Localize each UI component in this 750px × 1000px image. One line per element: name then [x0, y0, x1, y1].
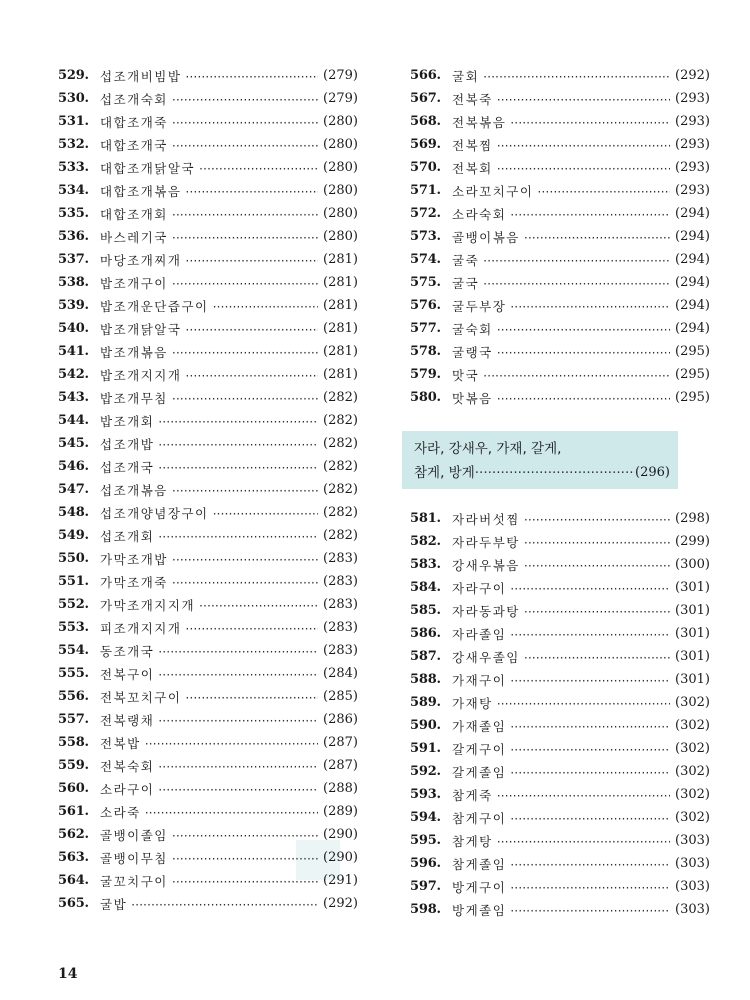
entry-number: 582. — [410, 534, 441, 549]
entry-title: 밥조개무침 ····· — [100, 389, 318, 407]
toc-entry — [58, 340, 358, 363]
entry-number: 579. — [410, 367, 441, 382]
entry-number: 575. — [410, 275, 441, 290]
entry-page-ref: (302) — [675, 718, 710, 733]
toc-entry — [58, 225, 358, 248]
entry-number: 581. — [410, 511, 441, 526]
entry-number: 538. — [58, 275, 89, 290]
toc-entry — [410, 852, 710, 875]
entry-page-ref: (289) — [323, 804, 358, 819]
page-number: 14 — [58, 966, 78, 982]
entry-page-ref: (288) — [323, 781, 358, 796]
entry-page-ref: (295) — [675, 390, 710, 405]
entry-number: 552. — [58, 597, 89, 612]
entry-page-ref: (280) — [323, 137, 358, 152]
section-title-line2-row — [414, 461, 670, 485]
entry-title: 섭조개국 ····· — [100, 458, 318, 476]
entry-number: 536. — [58, 229, 89, 244]
entry-page-ref: (279) — [323, 68, 358, 83]
toc-entry — [58, 248, 358, 271]
section-heading — [402, 431, 678, 489]
entry-title: 섭조개볶음 ····· — [100, 481, 318, 499]
toc-entry — [58, 777, 358, 800]
entry-number: 534. — [58, 183, 89, 198]
entry-number: 576. — [410, 298, 441, 313]
entry-number: 578. — [410, 344, 441, 359]
section-page-ref: (296) — [635, 465, 670, 480]
entry-page-ref: (283) — [323, 620, 358, 635]
entry-page-ref: (293) — [675, 183, 710, 198]
entry-title: 소라구이 ····· — [100, 780, 318, 798]
toc-entry — [410, 340, 710, 363]
entry-page-ref: (303) — [675, 856, 710, 871]
toc-entry — [58, 593, 358, 616]
entry-page-ref: (291) — [323, 873, 358, 888]
entry-page-ref: (302) — [675, 695, 710, 710]
entry-page-ref: (279) — [323, 91, 358, 106]
entry-page-ref: (290) — [323, 827, 358, 842]
toc-entry — [58, 64, 358, 87]
entry-page-ref: (293) — [675, 114, 710, 129]
toc-column-right — [410, 64, 710, 921]
entry-page-ref: (294) — [675, 206, 710, 221]
entry-number: 560. — [58, 781, 89, 796]
entry-number: 530. — [58, 91, 89, 106]
entry-title: 굴회 ····· — [452, 67, 670, 85]
toc-entry — [410, 271, 710, 294]
entry-number: 585. — [410, 603, 441, 618]
entry-page-ref: (282) — [323, 390, 358, 405]
toc-entry — [58, 846, 358, 869]
toc-entry — [410, 806, 710, 829]
toc-entry — [410, 202, 710, 225]
entry-page-ref: (280) — [323, 114, 358, 129]
entry-title: 대합조개볶음 ····· — [100, 182, 318, 200]
entry-page-ref: (302) — [675, 810, 710, 825]
entry-number: 537. — [58, 252, 89, 267]
entry-number: 586. — [410, 626, 441, 641]
entry-number: 568. — [410, 114, 441, 129]
entry-number: 572. — [410, 206, 441, 221]
toc-entry — [410, 875, 710, 898]
toc-entry — [410, 110, 710, 133]
entry-title: 가재졸임 ····· — [452, 717, 670, 735]
entry-page-ref: (293) — [675, 160, 710, 175]
toc-entry — [410, 829, 710, 852]
entry-number: 541. — [58, 344, 89, 359]
entry-page-ref: (295) — [675, 344, 710, 359]
toc-entry — [58, 271, 358, 294]
entry-title: 전복숙회 ····· — [100, 757, 318, 775]
entry-number: 580. — [410, 390, 441, 405]
entry-title: 맛볶음 ····· — [452, 389, 670, 407]
entry-page-ref: (281) — [323, 298, 358, 313]
section-title-line2: 참게, 방게 — [414, 465, 475, 481]
entry-title: 자라동과탕 ····· — [452, 602, 670, 620]
entry-title: 강새우볶음 ····· — [452, 556, 670, 574]
entry-page-ref: (283) — [323, 643, 358, 658]
toc-entry — [410, 737, 710, 760]
entry-page-ref: (299) — [675, 534, 710, 549]
entry-title: 전복회 ····· — [452, 159, 670, 177]
toc-entry — [58, 754, 358, 777]
entry-number: 545. — [58, 436, 89, 451]
entry-page-ref: (280) — [323, 183, 358, 198]
entry-page-ref: (294) — [675, 321, 710, 336]
entry-title: 참게탕 ····· — [452, 832, 670, 850]
entry-number: 591. — [410, 741, 441, 756]
toc-entry — [58, 409, 358, 432]
entry-number: 556. — [58, 689, 89, 704]
entry-title: 골뱅이졸임 ····· — [100, 826, 318, 844]
entry-number: 577. — [410, 321, 441, 336]
toc-entry — [58, 547, 358, 570]
entry-title: 굴꼬치구이 ····· — [100, 872, 318, 890]
toc-entry — [58, 869, 358, 892]
entry-title: 가재구이 ····· — [452, 671, 670, 689]
entry-page-ref: (285) — [323, 689, 358, 704]
entry-number: 583. — [410, 557, 441, 572]
entry-title: 대합조개죽 ····· — [100, 113, 318, 131]
entry-page-ref: (298) — [675, 511, 710, 526]
entry-number: 557. — [58, 712, 89, 727]
toc-entry — [58, 202, 358, 225]
toc-entry — [58, 731, 358, 754]
entry-page-ref: (281) — [323, 252, 358, 267]
entry-title: 전복구이 ····· — [100, 665, 318, 683]
entry-number: 564. — [58, 873, 89, 888]
entry-page-ref: (301) — [675, 580, 710, 595]
toc-entry — [410, 64, 710, 87]
entry-title: 갈게구이 ····· — [452, 740, 670, 758]
entry-title: 참게구이 ····· — [452, 809, 670, 827]
entry-title: 골뱅이볶음 ····· — [452, 228, 670, 246]
toc-entry — [58, 317, 358, 340]
toc-entry — [410, 133, 710, 156]
toc-entry — [58, 386, 358, 409]
toc-entry — [410, 87, 710, 110]
section-title-line1: 자라, 강새우, 가재, 갈게, — [414, 441, 562, 457]
entry-number: 588. — [410, 672, 441, 687]
entry-page-ref: (282) — [323, 436, 358, 451]
entry-page-ref: (284) — [323, 666, 358, 681]
entry-page-ref: (294) — [675, 298, 710, 313]
entry-title: 방게졸임 ····· — [452, 901, 670, 919]
entry-page-ref: (282) — [323, 505, 358, 520]
entry-title: 골뱅이무침 ····· — [100, 849, 318, 867]
toc-entry — [58, 524, 358, 547]
toc-entry — [58, 639, 358, 662]
toc-entry — [410, 294, 710, 317]
toc-entry — [410, 576, 710, 599]
entry-page-ref: (293) — [675, 137, 710, 152]
section-leader-dots — [475, 461, 635, 485]
entry-title: 전복꼬치구이 ····· — [100, 688, 318, 706]
toc-entry — [410, 645, 710, 668]
entry-page-ref: (302) — [675, 764, 710, 779]
toc-entry — [58, 478, 358, 501]
toc-entry — [58, 800, 358, 823]
toc-entry — [410, 599, 710, 622]
entry-number: 540. — [58, 321, 89, 336]
toc-entry — [58, 87, 358, 110]
entry-number: 535. — [58, 206, 89, 221]
entry-number: 571. — [410, 183, 441, 198]
entry-number: 570. — [410, 160, 441, 175]
entry-number: 555. — [58, 666, 89, 681]
entry-title: 섭조개비빔밥 ····· — [100, 67, 318, 85]
entry-page-ref: (280) — [323, 206, 358, 221]
entry-number: 589. — [410, 695, 441, 710]
toc-column-left — [58, 64, 358, 915]
entry-page-ref: (301) — [675, 626, 710, 641]
entry-page-ref: (281) — [323, 344, 358, 359]
toc-entry — [58, 616, 358, 639]
entry-title: 밥조개닭알국 ····· — [100, 320, 318, 338]
entry-title: 굴밥 ····· — [100, 895, 318, 913]
entry-title: 바스레기국 ····· — [100, 228, 318, 246]
entry-title: 전복랭채 ····· — [100, 711, 318, 729]
entry-page-ref: (283) — [323, 597, 358, 612]
entry-page-ref: (283) — [323, 551, 358, 566]
entry-title: 밥조개회 ····· — [100, 412, 318, 430]
entry-number: 529. — [58, 68, 89, 83]
entry-title: 대합조개회 ····· — [100, 205, 318, 223]
entry-page-ref: (301) — [675, 672, 710, 687]
entry-number: 548. — [58, 505, 89, 520]
entry-title: 자라버섯찜 ····· — [452, 510, 670, 528]
entry-number: 539. — [58, 298, 89, 313]
entry-page-ref: (281) — [323, 367, 358, 382]
entry-title: 강새우졸임 ····· — [452, 648, 670, 666]
entry-title: 섭조개숙회 ····· — [100, 90, 318, 108]
entry-number: 533. — [58, 160, 89, 175]
entry-number: 590. — [410, 718, 441, 733]
entry-title: 전복찜 ····· — [452, 136, 670, 154]
entry-number: 587. — [410, 649, 441, 664]
entry-number: 594. — [410, 810, 441, 825]
entry-title: 자라구이 ····· — [452, 579, 670, 597]
entry-title: 굴두부장 ····· — [452, 297, 670, 315]
entry-page-ref: (280) — [323, 229, 358, 244]
entry-title: 소라죽 ····· — [100, 803, 318, 821]
entry-page-ref: (286) — [323, 712, 358, 727]
entry-number: 569. — [410, 137, 441, 152]
toc-entry — [410, 225, 710, 248]
entry-title: 자라두부탕 ····· — [452, 533, 670, 551]
toc-list-right-top — [410, 64, 710, 409]
entry-title: 굴랭국 ····· — [452, 343, 670, 361]
toc-entry — [58, 294, 358, 317]
entry-number: 598. — [410, 902, 441, 917]
entry-page-ref: (282) — [323, 482, 358, 497]
entry-page-ref: (282) — [323, 528, 358, 543]
entry-title: 섭조개회 ····· — [100, 527, 318, 545]
entry-page-ref: (303) — [675, 833, 710, 848]
entry-number: 549. — [58, 528, 89, 543]
entry-number: 595. — [410, 833, 441, 848]
entry-number: 574. — [410, 252, 441, 267]
entry-number: 542. — [58, 367, 89, 382]
entry-page-ref: (300) — [675, 557, 710, 572]
toc-entry — [58, 455, 358, 478]
entry-page-ref: (292) — [323, 896, 358, 911]
entry-number: 566. — [410, 68, 441, 83]
entry-title: 소라꼬치구이 ····· — [452, 182, 670, 200]
entry-page-ref: (281) — [323, 321, 358, 336]
toc-entry — [58, 501, 358, 524]
entry-number: 531. — [58, 114, 89, 129]
entry-page-ref: (301) — [675, 603, 710, 618]
toc-entry — [410, 714, 710, 737]
entry-page-ref: (295) — [675, 367, 710, 382]
toc-entry — [58, 432, 358, 455]
entry-page-ref: (294) — [675, 252, 710, 267]
entry-number: 532. — [58, 137, 89, 152]
toc-entry — [58, 110, 358, 133]
entry-number: 553. — [58, 620, 89, 635]
entry-title: 대합조개국 ····· — [100, 136, 318, 154]
toc-entry — [410, 530, 710, 553]
entry-page-ref: (287) — [323, 758, 358, 773]
entry-title: 굴죽 ····· — [452, 251, 670, 269]
entry-page-ref: (302) — [675, 787, 710, 802]
toc-entry — [410, 553, 710, 576]
entry-page-ref: (294) — [675, 275, 710, 290]
entry-title: 섭조개양념장구이 ····· — [100, 504, 318, 522]
toc-entry — [410, 363, 710, 386]
entry-number: 559. — [58, 758, 89, 773]
toc-entry — [410, 898, 710, 921]
entry-title: 전복죽 ····· — [452, 90, 670, 108]
entry-title: 섭조개밥 ····· — [100, 435, 318, 453]
toc-entry — [410, 622, 710, 645]
entry-page-ref: (303) — [675, 902, 710, 917]
entry-number: 565. — [58, 896, 89, 911]
toc-entry — [410, 668, 710, 691]
toc-entry — [58, 708, 358, 731]
entry-page-ref: (282) — [323, 459, 358, 474]
entry-title: 갈게졸임 ····· — [452, 763, 670, 781]
toc-entry — [410, 317, 710, 340]
entry-title: 가막조개죽 ····· — [100, 573, 318, 591]
toc-entry — [58, 685, 358, 708]
toc-entry — [410, 760, 710, 783]
entry-page-ref: (302) — [675, 741, 710, 756]
toc-entry — [58, 823, 358, 846]
entry-number: 573. — [410, 229, 441, 244]
toc-entry — [410, 248, 710, 271]
entry-title: 밥조개운단즙구이 ····· — [100, 297, 318, 315]
toc-entry — [58, 156, 358, 179]
toc-entry — [58, 892, 358, 915]
toc-entry — [410, 386, 710, 409]
entry-page-ref: (301) — [675, 649, 710, 664]
toc-entry — [410, 783, 710, 806]
entry-title: 가재탕 ····· — [452, 694, 670, 712]
entry-page-ref: (281) — [323, 275, 358, 290]
entry-number: 593. — [410, 787, 441, 802]
toc-entry — [410, 691, 710, 714]
toc-entry — [58, 179, 358, 202]
entry-title: 마당조개찌개 ····· — [100, 251, 318, 269]
entry-number: 596. — [410, 856, 441, 871]
entry-number: 561. — [58, 804, 89, 819]
entry-title: 전복밥 ····· — [100, 734, 318, 752]
entry-number: 544. — [58, 413, 89, 428]
entry-number: 547. — [58, 482, 89, 497]
toc-entry — [410, 156, 710, 179]
entry-title: 가막조개지지개 ····· — [100, 596, 318, 614]
entry-title: 밥조개볶음 ····· — [100, 343, 318, 361]
toc-entry — [58, 662, 358, 685]
toc-entry — [58, 133, 358, 156]
entry-title: 소라숙회 ····· — [452, 205, 670, 223]
toc-entry — [58, 363, 358, 386]
entry-title: 피조개지지개 ····· — [100, 619, 318, 637]
entry-number: 597. — [410, 879, 441, 894]
entry-page-ref: (290) — [323, 850, 358, 865]
entry-number: 563. — [58, 850, 89, 865]
entry-title: 방게구이 ····· — [452, 878, 670, 896]
entry-number: 551. — [58, 574, 89, 589]
entry-number: 562. — [58, 827, 89, 842]
entry-title: 밥조개지지개 ····· — [100, 366, 318, 384]
entry-title: 굴숙회 ····· — [452, 320, 670, 338]
entry-title: 참게죽 ····· — [452, 786, 670, 804]
entry-page-ref: (294) — [675, 229, 710, 244]
entry-page-ref: (283) — [323, 574, 358, 589]
entry-page-ref: (292) — [675, 68, 710, 83]
entry-title: 자라졸임 ····· — [452, 625, 670, 643]
entry-number: 546. — [58, 459, 89, 474]
entry-number: 584. — [410, 580, 441, 595]
toc-entry — [410, 507, 710, 530]
entry-title: 참게졸임 ····· — [452, 855, 670, 873]
entry-title: 맛국 ····· — [452, 366, 670, 384]
toc-list-right-bottom — [410, 507, 710, 921]
entry-number: 592. — [410, 764, 441, 779]
entry-page-ref: (287) — [323, 735, 358, 750]
toc-entry — [58, 570, 358, 593]
entry-number: 550. — [58, 551, 89, 566]
entry-page-ref: (282) — [323, 413, 358, 428]
entry-title: 동조개국 ····· — [100, 642, 318, 660]
entry-number: 558. — [58, 735, 89, 750]
entry-number: 567. — [410, 91, 441, 106]
entry-page-ref: (303) — [675, 879, 710, 894]
entry-title: 가막조개밥 ····· — [100, 550, 318, 568]
entry-title: 밥조개구이 ····· — [100, 274, 318, 292]
entry-title: 대합조개닭알국 ····· — [100, 159, 318, 177]
entry-title: 전복볶음 ····· — [452, 113, 670, 131]
entry-title: 굴국 ····· — [452, 274, 670, 292]
entry-page-ref: (280) — [323, 160, 358, 175]
toc-entry — [410, 179, 710, 202]
entry-number: 554. — [58, 643, 89, 658]
entry-page-ref: (293) — [675, 91, 710, 106]
entry-number: 543. — [58, 390, 89, 405]
